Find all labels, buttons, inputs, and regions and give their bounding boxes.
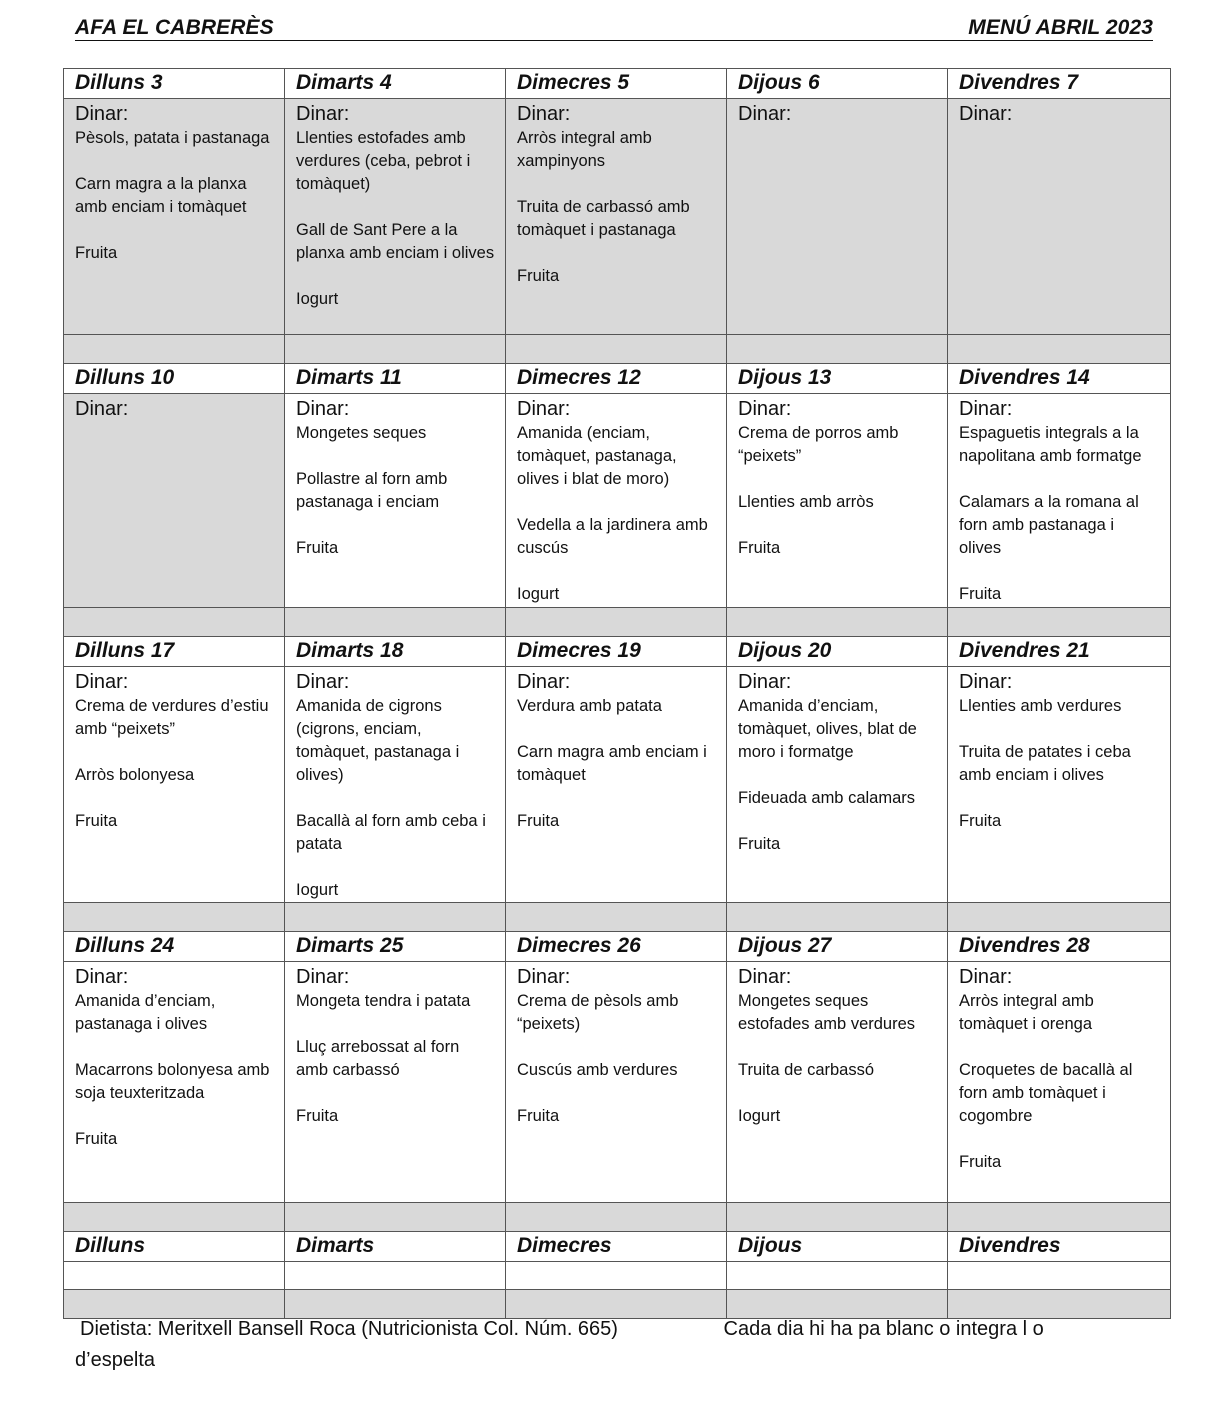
dinar-label: Dinar:	[517, 398, 571, 420]
dish-item: Fruita	[75, 1130, 118, 1148]
dish-spacer	[517, 173, 716, 196]
dish-item: Truita de carbassó amb tomàquet i pastanaga	[517, 198, 690, 239]
separator-cell	[948, 335, 1171, 364]
dish-spacer	[75, 787, 274, 810]
dish-spacer	[738, 468, 937, 491]
day-menu-cell	[285, 962, 506, 1203]
bread-note: Cada dia hi ha pa blanc o integra l o	[723, 1318, 1044, 1340]
day-menu-cell	[506, 667, 727, 903]
dish-spacer	[296, 787, 495, 810]
bread-note-continued: d’espelta	[75, 1349, 156, 1371]
dish-item: Fruita	[738, 835, 781, 853]
week-day-header-row	[64, 69, 1171, 99]
day-menu-cell	[506, 99, 727, 335]
day-label: Dimarts 11	[285, 364, 506, 394]
dish-spacer	[738, 764, 937, 787]
separator-cell	[285, 608, 506, 637]
dish-item: Verdura amb patata	[517, 697, 662, 715]
dietitian-note: Dietista: Meritxell Bansell Roca (Nutricionista Col. Núm. 665)	[80, 1318, 618, 1340]
separator-cell	[64, 903, 285, 932]
dish-item: Iogurt	[517, 585, 560, 603]
dish-item: Macarrons bolonyesa amb soja teuxteritzada	[75, 1061, 270, 1102]
dish-item: Fruita	[738, 539, 781, 557]
menu-table-body	[64, 69, 1171, 1319]
dish-item: Llenties amb arròs	[738, 493, 874, 511]
week-day-header-row	[64, 932, 1171, 962]
separator-cell	[506, 608, 727, 637]
association-name: AFA EL CABRERÈS	[75, 16, 274, 39]
day-label: Dilluns 24	[64, 932, 285, 962]
dish-item: Carn magra a la planxa amb enciam i tomàquet	[75, 175, 247, 216]
menu-table	[63, 68, 1171, 1319]
day-label: Dimarts	[285, 1232, 506, 1262]
dish-item: Fruita	[959, 812, 1002, 830]
dish-item: Crema de pèsols amb “peixets)	[517, 992, 679, 1033]
dish-spacer	[75, 741, 274, 764]
day-menu-cell	[506, 394, 727, 608]
dish-item: Amanida d’enciam, pastanaga i olives	[75, 992, 216, 1033]
day-label: Dimecres 19	[506, 637, 727, 667]
dish-item: Amanida d’enciam, tomàquet, olives, blat de moro i formatge	[738, 697, 917, 761]
dish-item: Fruita	[75, 812, 118, 830]
separator-cell	[727, 903, 948, 932]
dish-item: Mongetes seques	[296, 424, 427, 442]
dinar-label: Dinar:	[517, 966, 571, 988]
dish-spacer	[959, 468, 1160, 491]
day-menu-cell	[285, 667, 506, 903]
day-label: Dijous 27	[727, 932, 948, 962]
week-separator-row	[64, 608, 1171, 637]
dish-spacer	[959, 1128, 1160, 1151]
dish-spacer	[517, 560, 716, 583]
dish-item: Mongeta tendra i patata	[296, 992, 471, 1010]
day-label: Dimecres	[506, 1232, 727, 1262]
dish-item: Crema de porros amb “peixets”	[738, 424, 899, 465]
day-label: Dimecres 26	[506, 932, 727, 962]
day-label: Divendres 7	[948, 69, 1171, 99]
separator-cell	[727, 1203, 948, 1232]
dish-spacer	[296, 445, 495, 468]
dish-item: Iogurt	[296, 881, 339, 899]
dish-item: Fruita	[517, 1107, 560, 1125]
dish-item: Vedella a la jardinera amb cuscús	[517, 516, 708, 557]
dish-spacer	[75, 219, 274, 242]
separator-cell	[285, 903, 506, 932]
dish-item: Truita de carbassó	[738, 1061, 875, 1079]
dish-item: Truita de patates i ceba amb enciam i olives	[959, 743, 1131, 784]
dish-item: Gall de Sant Pere a la planxa amb enciam i olives	[296, 221, 495, 262]
day-menu-cell	[727, 667, 948, 903]
dish-spacer	[296, 196, 495, 219]
empty-menu-cell	[948, 1262, 1171, 1290]
dish-spacer	[738, 1082, 937, 1105]
separator-cell	[506, 335, 727, 364]
separator-cell	[506, 903, 727, 932]
dinar-label: Dinar:	[738, 671, 792, 693]
day-menu-cell	[64, 667, 285, 903]
dish-spacer	[959, 1036, 1160, 1059]
day-label: Dijous 20	[727, 637, 948, 667]
dish-item: Crema de verdures d’estiu amb “peixets”	[75, 697, 269, 738]
dish-item: Croquetes de bacallà al forn amb tomàquet i cogombre	[959, 1061, 1133, 1125]
dinar-label: Dinar:	[959, 398, 1013, 420]
dish-item: Pollastre al forn amb pastanaga i enciam	[296, 470, 448, 511]
week-menu-row	[64, 99, 1171, 335]
dinar-label: Dinar:	[959, 966, 1013, 988]
dish-spacer	[517, 718, 716, 741]
dish-item: Espaguetis integrals a la napolitana amb formatge	[959, 424, 1142, 465]
week-day-header-row	[64, 637, 1171, 667]
final-week-empty-row	[64, 1262, 1171, 1290]
dinar-label: Dinar:	[738, 103, 792, 125]
dish-item: Arròs bolonyesa	[75, 766, 195, 784]
separator-cell	[285, 1203, 506, 1232]
dish-item: Fruita	[517, 812, 560, 830]
separator-cell	[948, 1203, 1171, 1232]
dinar-label: Dinar:	[738, 966, 792, 988]
day-menu-cell	[948, 99, 1171, 335]
empty-menu-cell	[285, 1262, 506, 1290]
dish-item: Fideuada amb calamars	[738, 789, 916, 807]
dinar-label: Dinar:	[738, 398, 792, 420]
day-menu-cell	[285, 394, 506, 608]
day-label: Divendres	[948, 1232, 1171, 1262]
menu-title: MENÚ ABRIL 2023	[968, 16, 1153, 39]
page-footer	[75, 1314, 1155, 1376]
day-label: Dijous	[727, 1232, 948, 1262]
dish-item: Cuscús amb verdures	[517, 1061, 678, 1079]
dinar-label: Dinar:	[75, 398, 129, 420]
day-menu-cell	[64, 99, 285, 335]
dish-spacer	[959, 787, 1160, 810]
day-label: Dilluns 3	[64, 69, 285, 99]
empty-menu-cell	[64, 1262, 285, 1290]
day-label: Dimecres 5	[506, 69, 727, 99]
dish-spacer	[738, 514, 937, 537]
dinar-label: Dinar:	[296, 398, 350, 420]
empty-menu-cell	[506, 1262, 727, 1290]
dinar-label: Dinar:	[296, 103, 350, 125]
dish-spacer	[296, 514, 495, 537]
dish-item: Arròs integral amb xampinyons	[517, 129, 652, 170]
day-label: Dimarts 25	[285, 932, 506, 962]
dinar-label: Dinar:	[959, 103, 1013, 125]
week-separator-row	[64, 1203, 1171, 1232]
day-menu-cell	[727, 962, 948, 1203]
dish-spacer	[296, 265, 495, 288]
dinar-label: Dinar:	[75, 103, 129, 125]
dish-item: Iogurt	[738, 1107, 781, 1125]
page-header	[75, 14, 1153, 41]
dish-spacer	[296, 856, 495, 879]
day-menu-cell	[64, 962, 285, 1203]
dinar-label: Dinar:	[517, 671, 571, 693]
day-label: Dijous 13	[727, 364, 948, 394]
dish-item: Calamars a la romana al forn amb pastanaga i olives	[959, 493, 1139, 557]
dish-item: Fruita	[959, 585, 1002, 603]
day-menu-cell	[285, 99, 506, 335]
separator-cell	[285, 335, 506, 364]
dish-spacer	[517, 491, 716, 514]
final-week-header-row	[64, 1232, 1171, 1262]
dinar-label: Dinar:	[75, 966, 129, 988]
dish-item: Amanida (enciam, tomàquet, pastanaga, olives i blat de moro)	[517, 424, 677, 488]
dinar-label: Dinar:	[959, 671, 1013, 693]
dish-spacer	[517, 1036, 716, 1059]
dish-item: Arròs integral amb tomàquet i orenga	[959, 992, 1094, 1033]
dish-item: Amanida de cigrons (cigrons, enciam, tomàquet, pastanaga i olives)	[296, 697, 460, 784]
dish-item: Fruita	[75, 244, 118, 262]
day-label: Dilluns 17	[64, 637, 285, 667]
separator-cell	[64, 335, 285, 364]
day-label: Dimecres 12	[506, 364, 727, 394]
dish-item: Fruita	[296, 539, 339, 557]
dish-spacer	[75, 150, 274, 173]
week-separator-row	[64, 335, 1171, 364]
dish-spacer	[75, 1105, 274, 1128]
separator-cell	[506, 1203, 727, 1232]
dish-spacer	[296, 1082, 495, 1105]
dish-item: Fruita	[296, 1107, 339, 1125]
dish-item: Llenties estofades amb verdures (ceba, pebrot i tomàquet)	[296, 129, 471, 193]
dish-item: Iogurt	[296, 290, 339, 308]
separator-cell	[948, 608, 1171, 637]
dish-item: Carn magra amb enciam i tomàquet	[517, 743, 707, 784]
day-label: Divendres 21	[948, 637, 1171, 667]
dish-item: Bacallà al forn amb ceba i patata	[296, 812, 486, 853]
week-menu-row	[64, 394, 1171, 608]
dinar-label: Dinar:	[296, 966, 350, 988]
week-day-header-row	[64, 364, 1171, 394]
week-menu-row	[64, 667, 1171, 903]
dish-spacer	[738, 1036, 937, 1059]
dish-spacer	[517, 1082, 716, 1105]
dish-spacer	[959, 718, 1160, 741]
day-menu-cell	[727, 394, 948, 608]
day-label: Dilluns 10	[64, 364, 285, 394]
dinar-label: Dinar:	[75, 671, 129, 693]
separator-cell	[64, 608, 285, 637]
day-menu-cell	[64, 394, 285, 608]
dish-spacer	[738, 810, 937, 833]
separator-cell	[64, 1203, 285, 1232]
dish-item: Fruita	[517, 267, 560, 285]
dish-spacer	[959, 560, 1160, 583]
week-menu-row	[64, 962, 1171, 1203]
dish-spacer	[75, 1036, 274, 1059]
day-label: Dimarts 18	[285, 637, 506, 667]
dish-item: Llenties amb verdures	[959, 697, 1122, 715]
day-label: Dijous 6	[727, 69, 948, 99]
empty-menu-cell	[727, 1262, 948, 1290]
separator-cell	[948, 903, 1171, 932]
day-menu-cell	[948, 962, 1171, 1203]
dish-spacer	[517, 242, 716, 265]
separator-cell	[727, 335, 948, 364]
dish-item: Fruita	[959, 1153, 1002, 1171]
day-menu-cell	[727, 99, 948, 335]
dinar-label: Dinar:	[517, 103, 571, 125]
day-menu-cell	[506, 962, 727, 1203]
dish-spacer	[296, 1013, 495, 1036]
week-separator-row	[64, 903, 1171, 932]
dinar-label: Dinar:	[296, 671, 350, 693]
dish-item: Lluç arrebossat al forn amb carbassó	[296, 1038, 460, 1079]
day-menu-cell	[948, 667, 1171, 903]
dish-item: Pèsols, patata i pastanaga	[75, 129, 270, 147]
day-menu-cell	[948, 394, 1171, 608]
dish-item: Mongetes seques estofades amb verdures	[738, 992, 916, 1033]
day-label: Divendres 14	[948, 364, 1171, 394]
day-label: Dilluns	[64, 1232, 285, 1262]
dish-spacer	[517, 787, 716, 810]
day-label: Dimarts 4	[285, 69, 506, 99]
separator-cell	[727, 608, 948, 637]
day-label: Divendres 28	[948, 932, 1171, 962]
